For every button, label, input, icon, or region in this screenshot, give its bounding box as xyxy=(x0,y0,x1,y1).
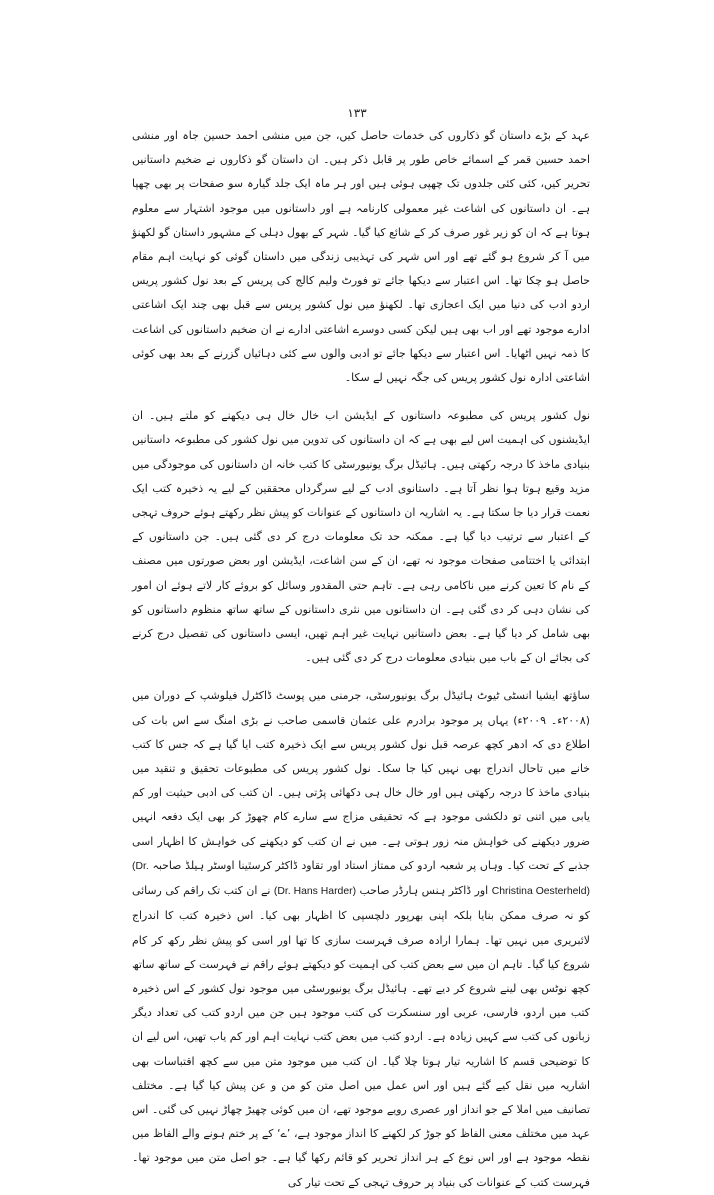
name-christina-oesterheld: (Dr. Christina Oesterheld) xyxy=(132,860,590,898)
name-hans-harder: (Dr. Hans Harder) xyxy=(273,886,357,898)
paragraph-3-part-c: نے ان کتب تک راقم کی رسائی کو نہ صرف ممکن بنایا بلکہ اپنی بھرپور دلچسپی کا اظہار بھی کیا۔ اس ذخیرہ کتب کا اندراج لائبریری میں نہیں تھا۔ ہمارا ارادہ صرف فہرست سازی کا تھا اور اسی کو پیش نظر رکھ کر کام شروع کیا گیا۔ تاہم ان میں سے بعض کتب کی اہمیت کو دیکھتے ہوئے راقم نے فہرست کے ساتھ ساتھ کچھ نوٹس بھی لینے شروع کر دیے تھے۔ ہائیڈل برگ یونیورسٹی میں موجود نول کشور کے اس ذخیرہ کتب میں اردو، فارسی، عربی اور سنسکرت کی کتب موجود ہیں جن میں اردو کتب کی تعداد دیگر زبانوں کی کتب سے کہیں زیادہ ہے۔ اردو کتب میں بعض کتب نہایت اہم اور کم یاب تھیں، اس لیے ان کا توضیحی قسم کا اشاریہ تیار ہوتا چلا گیا۔ ان کتب میں موجود متن میں سے کچھ اقتباسات بھی اشاریہ میں نقل کیے گئے ہیں اور اس عمل میں اصل متن کو من و عن پیش کیا گیا ہے۔ مختلف تصانیف میں املا کے جو انداز اور عصری رویے موجود تھے، ان میں کوئی چھیڑ چھاڑ نہیں کی گئی۔ اس عہد میں مختلف معنی الفاظ کو جوڑ کر لکھنے کا انداز موجود ہے، ’ے‘ کے پر ختم ہونے والے الفاظ میں نقطہ موجود ہے اور اس نوع کے ہر انداز تحریر کو قائم رکھا گیا ہے۔ جو اصل متن میں موجود تھا۔ فہرست کتب کے عنوانات کی بنیاد پر حروف تہجی کے تحت تیار کی xyxy=(132,884,590,1189)
paragraph-3-part-a: ساؤتھ ایشیا انسٹی ٹیوٹ ہائیڈل برگ یونیورسٹی، جرمنی میں پوسٹ ڈاکٹرل فیلوشپ کے دوران میں (۲۰۰۸ء۔ ۲۰۰۹ء) یہاں پر موجود برادرم علی عثمان قاسمی صاحب نے بڑی امنگ سے اس بات کی اطلاع دی کہ ادھر کچھ عرصہ قبل نول کشور پریس سے ایک ذخیرہ کتب ایا گیا ہے کہ جس کا کتب خانے میں تاحال اندراج بھی نہیں کیا جا سکا۔ نول کشور پریس کی مطبوعات تحقیق و تنقید میں بنیادی ماخذ کا درجہ رکھتی ہیں اور خال خال ہی دکھائی پڑتی ہیں۔ ان کتب کی ادبی حیثیت اور کم یابی میں اتنی تو دلکشی موجود ہے کہ تحقیقی مزاج سے سارے کام چھوڑ کر بھی ایک دفعہ انہیں ضرور دیکھنے کی خواہش منہ زور ہوتی ہے۔ میں نے ان کتب کو دیکھنے کی خواہش کا اظہار اسی جذبے کے تحت کیا۔ وہاں پر شعبہ اردو کی ممتاز استاد اور تقاود ڈاکٹر کرسٿینا اوسٹر ہیلڈ صاحبہ xyxy=(132,689,590,872)
paragraph-3-part-b: اور ڈاکٹر ہنس ہارڈر صاحب xyxy=(356,884,489,898)
paragraph-1: عہد کے بڑے داستان گو ذکاروں کی خدمات حاصل کیں، جن میں منشی احمد حسین جاہ اور منشی احمد حسین قمر کے اسمائے خاص طور پر قابل ذکر ہیں۔ ان داستان گو ذکاروں نے ضخیم داستانیں تحریر کیں، کئی کئی جلدوں تک چھپی ہوئی ہیں اور ہر ماہ ایک جلد گیارہ سو صفحات پر بھی چھپا ہے۔ ان داستانوں کی اشاعت غیر معمولی کارنامہ ہے اور داستانوں میں موجود اشتہار سے معلوم ہوتا ہے کہ ان کو زیر غور صرف کر کے شائع کیا گیا۔ شہر کے بھول دہلی کے مشہور داستان گو لکھنؤ میں آ کر شروع ہو گئے تھے اور اس شہر کی تہذیبی زندگی میں داستان گوئی کو نہایت اہم مقام حاصل ہو چکا تھا۔ اس اعتبار سے دیکھا جائے تو فورٹ ولیم کالج کی پریس کے بعد نول کشور پریس اردو ادب کی دنیا میں ایک اعجازی تھا۔ لکھنؤ میں نول کشور پریس سے قبل بھی چند ایک اشاعتی ادارے موجود تھے اور اب بھی ہیں لیکن کسی دوسرے اشاعتی ادارے نے ان ضخیم داستانوں کی اشاعت کا ذمہ نہیں اٹھایا۔ اس اعتبار سے دیکھا جائے تو ادبی والوں سے کئی دہائیاں گزرنے کے بعد بھی کوئی اشاعتی ادارہ نول کشور پریس کی جگہ نہیں لے سکا۔ xyxy=(132,129,590,385)
paragraph-2: نول کشور پریس کی مطبوعہ داستانوں کے ایڈیشن اب خال خال ہی دیکھنے کو ملتے ہیں۔ ان ایڈیشنوں کی اہمیت اس لیے بھی ہے کہ ان داستانوں کی تدوین میں نول کشور کی مطبوعہ داستانیں بنیادی ماخذ کا درجہ رکھتی ہیں۔ ہائیڈل برگ یونیورسٹی کا کتب خانہ ان داستانوں کی موجودگی میں مزید وقیع ہوتا ہوا نظر آتا ہے۔ داستانوی ادب کے لیے سرگرداں محققین کے لیے یہ ذخیرہ کتب ایک نعمت قرار دیا جا سکتا ہے۔ یہ اشاریہ ان داستانوں کے عنوانات کو پیش نظر رکھتے ہوئے حروف تہجی کے اعتبار سے ترتیب دیا گیا ہے۔ ممکنہ حد تک معلومات درج کر دی گئی ہیں۔ جن داستانوں کے ابتدائی یا اختتامی صفحات موجود نہ تھے، ان کے سن اشاعت، ایڈیشن اور بعض صورتوں میں مصنف کے نام کا تعین کرنے میں ناکامی رہی ہے۔ تاہم حتی المقدور وسائل کو بروئے کار لاتے ہوئے ان امور کی نشان دہی کر دی گئی ہے۔ ان داستانوں میں نثری داستانوں کے ساتھ ساتھ منظوم داستانوں کو بھی شامل کر دیا گیا ہے۔ بعض داستانیں نہایت غیر اہم تھیں، ایسی داستانوں کی تفصیل درج کرنے کی بجائے ان کے باب میں بنیادی معلومات درج کر دی گئی ہیں۔ xyxy=(132,409,590,665)
body-text xyxy=(132,124,590,1195)
paragraph-3 xyxy=(132,684,590,1194)
page-number: ۱۳۳ xyxy=(347,106,367,120)
